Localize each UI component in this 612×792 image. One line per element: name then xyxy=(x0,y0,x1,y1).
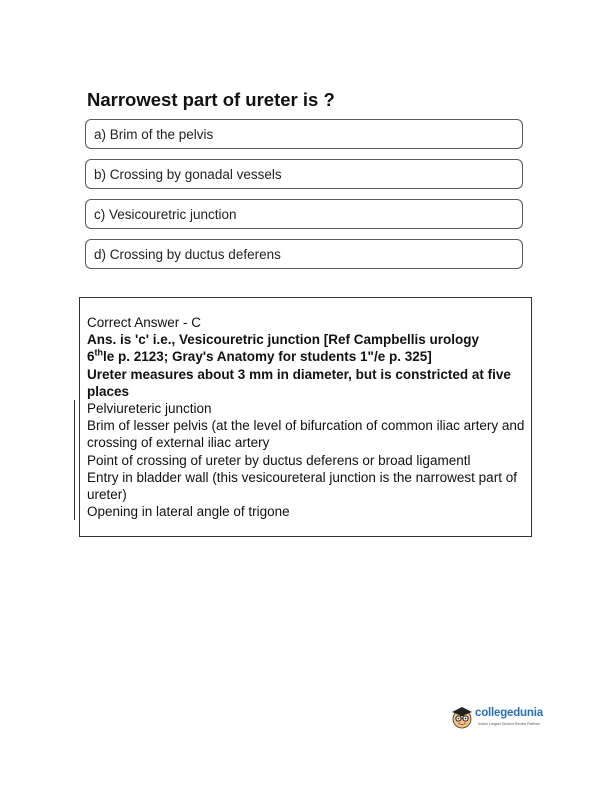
logo-tagline: India's Largest Student Review Platform xyxy=(478,722,541,726)
bullet-marker xyxy=(74,503,78,520)
constriction-point xyxy=(87,503,527,520)
option-c[interactable]: c) Vesicouretric junction xyxy=(85,199,523,229)
bullet-marker xyxy=(74,417,78,451)
answer-summary: Ureter measures about 3 mm in diameter, but is constricted at five places xyxy=(87,366,511,399)
constriction-point-text: Opening in lateral angle of trigone xyxy=(87,504,290,520)
correct-answer-label: Correct Answer - C xyxy=(87,315,202,330)
constriction-point-text: Brim of lesser pelvis (at the level of bifurcation of common iliac artery and crossing of external iliac artery xyxy=(87,418,525,451)
answer-reference-rest: le p. 2123; Gray's Anatomy for students 1"/e p. 325] xyxy=(103,349,432,365)
edition-suffix: th xyxy=(94,347,104,358)
constriction-point-text: Pelviureteric junction xyxy=(87,401,212,417)
logo-wordmark: collegedunia xyxy=(475,707,543,719)
question-title: Narrowest part of ureter is ? xyxy=(87,89,335,110)
constriction-point-text: Point of crossing of ureter by ductus deferens or broad ligamentl xyxy=(87,452,471,468)
mascot-icon xyxy=(449,703,475,731)
constriction-point-text: Entry in bladder wall (this vesicoureteral junction is the narrowest part of ureter) xyxy=(87,469,517,503)
option-b[interactable]: b) Crossing by gonadal vessels xyxy=(85,159,523,189)
collegedunia-logo xyxy=(449,703,549,733)
bullet-marker xyxy=(74,469,78,503)
option-a[interactable]: a) Brim of the pelvis xyxy=(85,119,523,149)
edition-number: 6 xyxy=(87,349,95,365)
option-d[interactable]: d) Crossing by ductus deferens xyxy=(85,239,523,269)
constriction-point xyxy=(87,417,527,451)
constriction-point xyxy=(87,452,527,469)
answer-reference-line-2 xyxy=(87,348,527,365)
answer-reference-line-1: Ans. is 'c' i.e., Vesicouretric junction [Ref Campbellis urology xyxy=(87,332,480,348)
bullet-marker xyxy=(74,400,78,417)
constriction-point xyxy=(87,400,527,417)
constriction-point xyxy=(87,469,527,503)
bullet-marker xyxy=(74,452,78,469)
answer-explanation xyxy=(87,314,527,520)
